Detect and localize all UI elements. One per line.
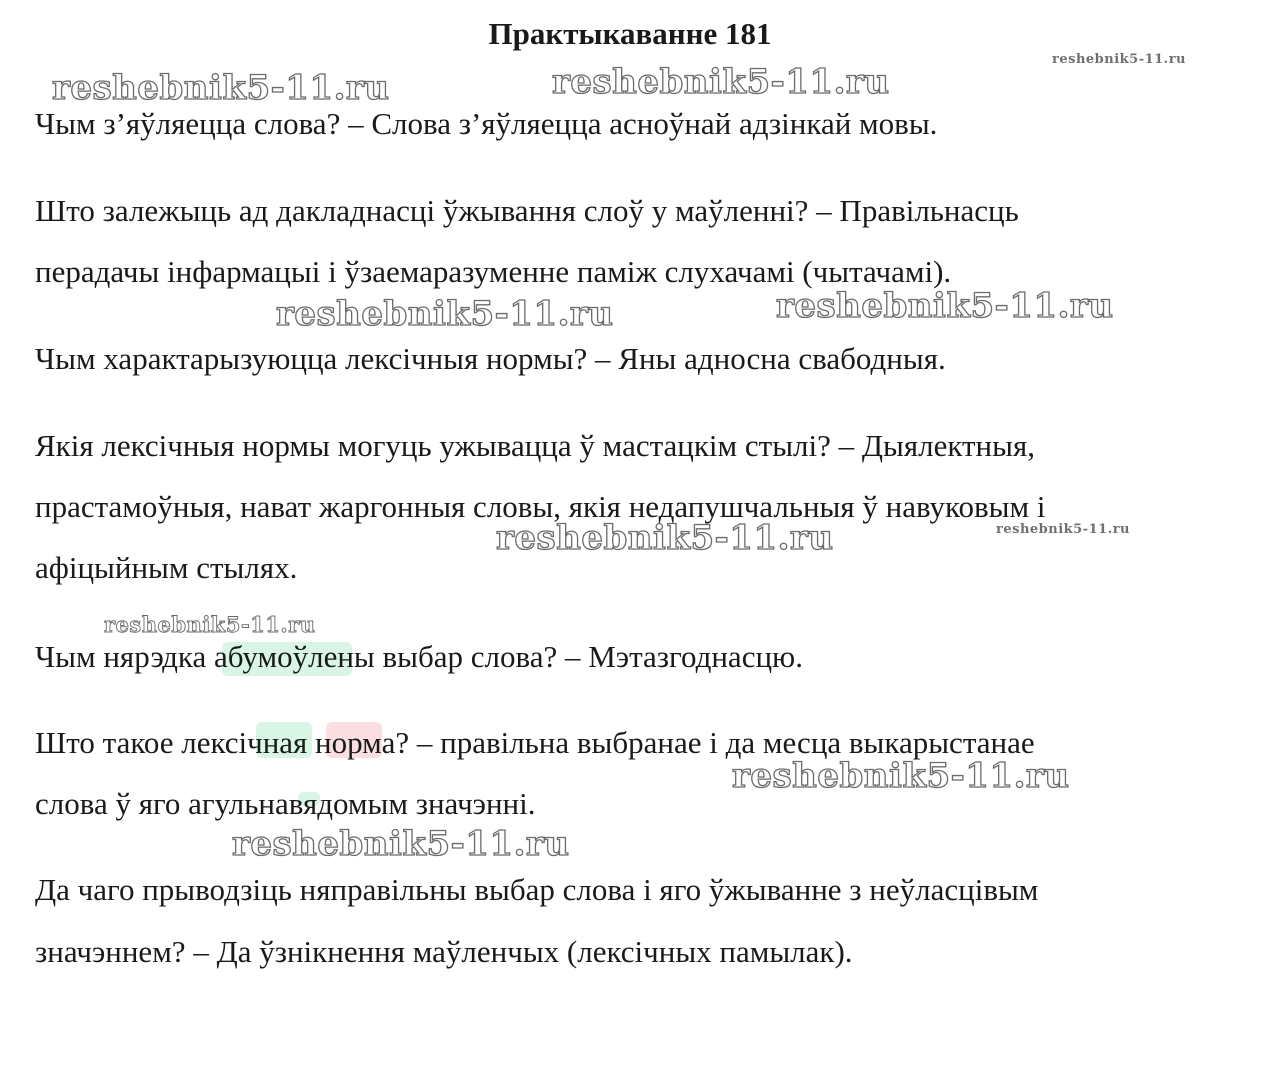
watermark: reshebnik5-11.ru xyxy=(732,756,1070,796)
watermark: reshebnik5-11.ru xyxy=(276,294,614,334)
watermark: reshebnik5-11.ru xyxy=(552,62,890,102)
text-line: слова ў яго агульнавядомым значэнні. xyxy=(35,786,536,821)
text-line: значэннем? – Да ўзнікнення маўленчых (лексічных памылак). xyxy=(35,934,853,969)
text-line: перадачы інфармацыі і ўзаемаразуменне паміж слухачамі (чытачамі). xyxy=(35,254,952,289)
watermark: reshebnik5-11.ru xyxy=(104,612,316,637)
text-line: Якія лексічныя нормы могуць ужывацца ў мастацкім стылі? – Дыялектныя, xyxy=(35,428,1035,463)
watermark: reshebnik5-11.ru xyxy=(232,824,570,864)
text-line: афіцыйным стылях. xyxy=(35,550,298,585)
watermark: reshebnik5-11.ru xyxy=(52,68,390,108)
watermark: reshebnik5-11.ru xyxy=(1052,52,1187,67)
text-line: Чым характарызуюцца лексічныя нормы? – Яны адносна свабодныя. xyxy=(35,341,946,376)
text-line: Чым нярэдка абумоўлены выбар слова? – Мэтазгоднасцю. xyxy=(35,639,803,674)
text-line: Чым з’яўляецца слова? – Слова з’яўляецца асноўнай адзінкай мовы. xyxy=(35,106,938,141)
watermark: reshebnik5-11.ru xyxy=(496,518,834,558)
text-line: Да чаго прыводзіць няправільны выбар слова і яго ўжыванне з неўласцівым xyxy=(35,872,1039,907)
watermark: reshebnik5-11.ru xyxy=(996,522,1131,537)
text-line: Што залежыць ад дакладнасці ўжывання слоў у маўленні? – Правільнасць xyxy=(35,193,1019,228)
text-line: Што такое лексічная норма? – правільна выбранае і да месца выкарыстанае xyxy=(35,725,1035,760)
page-title: Практыкаванне 181 xyxy=(488,16,772,51)
text-line: прастамоўныя, нават жаргонныя словы, якія недапушчальныя ў навуковым і xyxy=(35,489,1046,524)
watermark: reshebnik5-11.ru xyxy=(776,286,1114,326)
